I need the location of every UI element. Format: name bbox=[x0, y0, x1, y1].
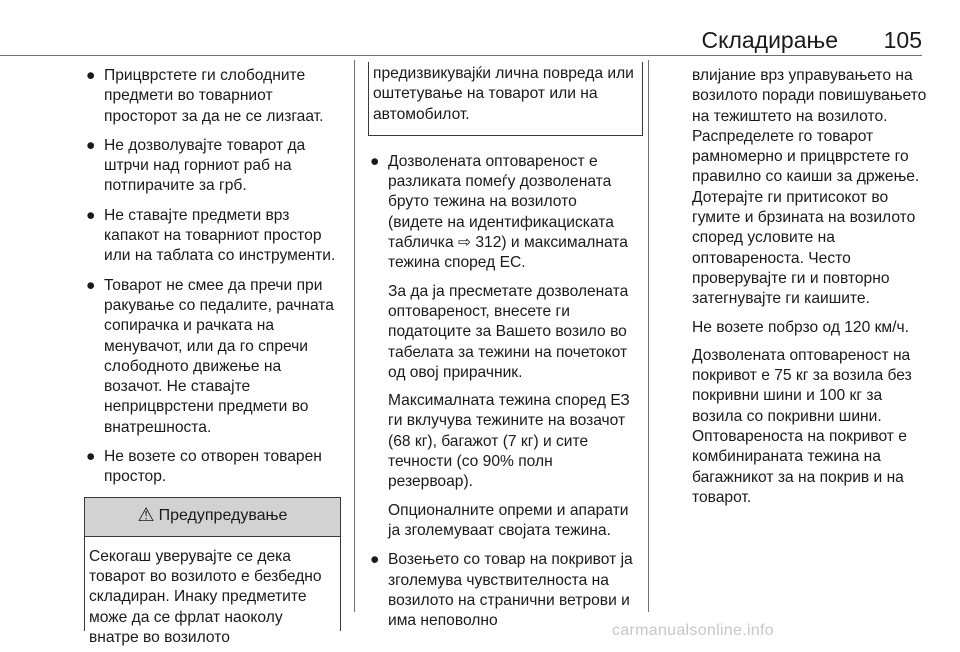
paragraph: Дозволената оптовареност на покривот е 75 кг за возила без покривни шини и 100 кг за возила со покривни шини. Оптовареноста на покривот е комбинираната тежина на багажникот за на покрив и на товарот. bbox=[692, 346, 912, 506]
bullet-icon: ● bbox=[86, 67, 96, 84]
paragraph: Не возете побрзо од 120 км/ч. bbox=[692, 318, 909, 336]
column-divider-right bbox=[648, 60, 649, 612]
warning-heading: Предупредување bbox=[158, 507, 288, 525]
watermark: carmanualsonline.info bbox=[612, 622, 774, 639]
warning-continued-text: предизвикувајќи лична повреда или оштетување на товарот или на автомобилот. bbox=[373, 65, 634, 123]
column-2 bbox=[370, 62, 635, 640]
bullet-list bbox=[370, 152, 635, 632]
column-3 bbox=[692, 66, 932, 516]
list-item bbox=[86, 66, 341, 127]
page-title: Складирање bbox=[701, 27, 838, 53]
paragraph: влијание врз управувањето на возилото поради повишувањето на тежиштето на возилото. Распределете го товарот рамномерно и прицврстете го правилно со каиши за држење. Дотерајте ги притисокот во гумите и брзината на возилото според условите на оптовареноста. Често проверувајте ги и повторно затегнувајте ги каишите. bbox=[692, 67, 927, 308]
bullet-icon: ● bbox=[86, 136, 96, 154]
column-divider-left bbox=[354, 60, 355, 612]
list-item-text: Возењето со товар на покривот ја зголемува чувствителноста на возилото на странични ветрови и има неповолно bbox=[388, 551, 633, 630]
column-1 bbox=[86, 66, 341, 646]
list-item bbox=[370, 152, 635, 541]
list-item-text: Не возете со отворен товарен простор. bbox=[104, 448, 322, 486]
warning-triangle-icon: ⚠ bbox=[137, 505, 155, 527]
bullet-list bbox=[86, 66, 341, 488]
warning-box bbox=[84, 497, 341, 646]
warning-header bbox=[85, 498, 340, 537]
bullet-icon: ● bbox=[86, 448, 96, 466]
list-item bbox=[86, 447, 341, 488]
bullet-icon: ● bbox=[86, 206, 96, 224]
list-item-text: Прицврстете ги слободните предмети во товарниот просторот за да не се лизгаат. bbox=[104, 67, 324, 125]
list-item bbox=[86, 136, 341, 197]
paragraph: Опционалните опреми и апарати ја зголемуваат својата тежина. bbox=[388, 501, 629, 539]
paragraph: Максималната тежина според ЕЗ ги вклучува тежините на возачот (68 кг), багажот (7 кг) и сите течности (со 90% полн резервоар). bbox=[388, 392, 630, 491]
list-item-text: Дозволената оптовареност е разликата помеѓу дозволената бруто тежина на возилото (видете на идентификациската табличка ⇨ 312) и максималната тежина според ЕС. bbox=[388, 152, 628, 272]
list-item-text: Не дозволувајте товарот да штрчи над горниот раб на потпирачите за грб. bbox=[104, 136, 306, 195]
bullet-icon: ● bbox=[370, 152, 380, 170]
warning-text: Секогаш уверувајте се дека товарот во возилото е безбедно складиран. Инаку предметите може да се фрлат наоколу внатре во возилото bbox=[89, 547, 322, 646]
list-item-text: Товарот не смее да пречи при ракување со педалите, рачната сопирачка и рачката на менувачот, или да го спречи слободното движење на возачот. Не ставајте неприцврстени предмети во внатрешноста. bbox=[104, 276, 334, 436]
page-number: 105 bbox=[883, 27, 922, 53]
bullet-icon: ● bbox=[86, 276, 96, 294]
list-item-text: Не ставајте предмети врз капакот на товарниот простор или на таблата со инструменти. bbox=[104, 206, 336, 265]
paragraph: За да ја пресметате дозволената оптовареност, внесете ги податоците за Вашето возило во табелата за тежини на почетокот од овој прирачник. bbox=[388, 282, 629, 381]
warning-box-continued bbox=[368, 62, 643, 136]
list-item bbox=[370, 550, 635, 631]
list-item bbox=[86, 206, 341, 267]
header-rule bbox=[0, 55, 922, 56]
list-item bbox=[86, 276, 341, 438]
bullet-icon: ● bbox=[370, 551, 380, 569]
